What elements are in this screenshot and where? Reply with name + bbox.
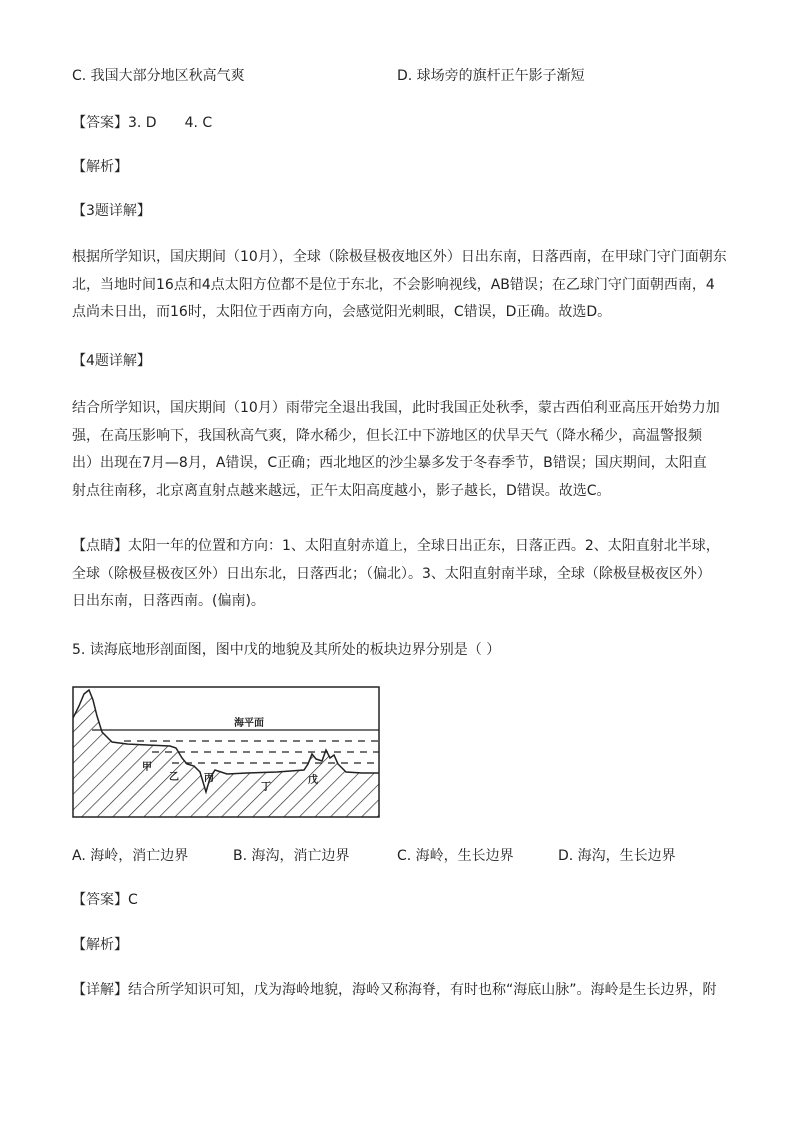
q5-option-b: B. 海沟，消亡边界 [233, 848, 350, 864]
answer-5: C [128, 892, 138, 908]
detail-3-line: 根据所学知识，国庆期间（10月），全球（除极昼极夜地区外）日出东南，日落西南，在甲球门守门面朝东 [72, 249, 727, 265]
answer-label: 【答案】 [72, 115, 128, 131]
question-5: 5. 读海底地形剖面图，图中戊的地貌及其所处的板块边界分别是（ ） [72, 642, 501, 658]
answer-4: 4. C [184, 115, 213, 131]
pointer-text [72, 533, 722, 616]
detail-3-text [72, 244, 727, 327]
detail-3-line: 北，当地时间16点和4点太阳方位都不是位于东北，不会影响视线，AB错误；在乙球门守门面朝西南，4 [72, 276, 715, 293]
label-yi: 乙 [169, 772, 179, 783]
detail-4-line: 射点往南移，北京离直射点越来越远，正午太阳高度越小，影子越长，D错误。故选C。 [72, 482, 611, 499]
detail-4-text [72, 395, 722, 505]
option-c: C. 我国大部分地区秋高气爽 [72, 68, 245, 84]
answer-3: 3. D [128, 115, 157, 131]
analysis-heading-2: 【解析】 [72, 937, 128, 953]
sea-level-label: 海平面 [234, 718, 264, 729]
answer-line [72, 113, 212, 133]
detail-4-line: 出）出现在7月—8月，A错误，C正确；西北地区的沙尘暴多发于冬春季节，B错误；国庆期间，太阳直 [72, 455, 707, 471]
label-wu: 戊 [308, 775, 318, 786]
seabed-terrain [72, 690, 380, 818]
label-jia: 甲 [142, 762, 152, 773]
pointer-line: 全球（除极昼极夜区外）日出东北，日落西北；（偏北）。3、太阳直射南半球，全球（除极昼极夜区外） [72, 565, 711, 582]
answer-label: 【答案】 [72, 892, 128, 908]
analysis-heading: 【解析】 [72, 159, 128, 175]
detail-3-heading: 【3题详解】 [72, 203, 151, 219]
detail-4-line: 强，在高压影响下，我国秋高气爽，降水稀少，但长江中下游地区的伏旱天气（降水稀少，高温警报频 [72, 427, 702, 444]
label-bing: 丙 [204, 773, 214, 784]
q5-option-d: D. 海沟，生长边界 [558, 848, 676, 864]
detail-4-heading: 【4题详解】 [72, 353, 151, 369]
detail-5-text [72, 977, 722, 1005]
q5-option-c: C. 海岭，生长边界 [397, 848, 514, 864]
detail-5-line: 【详解】结合所学知识可知，戊为海岭地貌，海岭又称海脊，有时也称“海底山脉”。海岭是生长边界，附 [72, 982, 717, 998]
pointer-line: 【点睛】太阳一年的位置和方向：1、太阳直射赤道上，全球日出正东，日落正西。2、太阳直射北半球， [72, 538, 720, 554]
detail-4-line: 结合所学知识，国庆期间（10月）雨带完全退出我国，此时我国正处秋季，蒙古西伯利亚高压开始势力加 [72, 400, 720, 416]
pointer-line: 日出东南，日落西南。(偏南)。 [72, 593, 265, 609]
label-ding: 丁 [261, 782, 271, 793]
q5-option-a: A. 海岭，消亡边界 [72, 848, 189, 864]
option-d: D. 球场旁的旗杆正午影子渐短 [397, 68, 585, 84]
seafloor-profile-diagram [72, 686, 380, 818]
answer-5-line [72, 890, 138, 910]
detail-3-line: 点尚未日出，而16时，太阳位于西南方向，会感觉阳光刺眼，C错误，D正确。故选D。 [72, 304, 612, 320]
